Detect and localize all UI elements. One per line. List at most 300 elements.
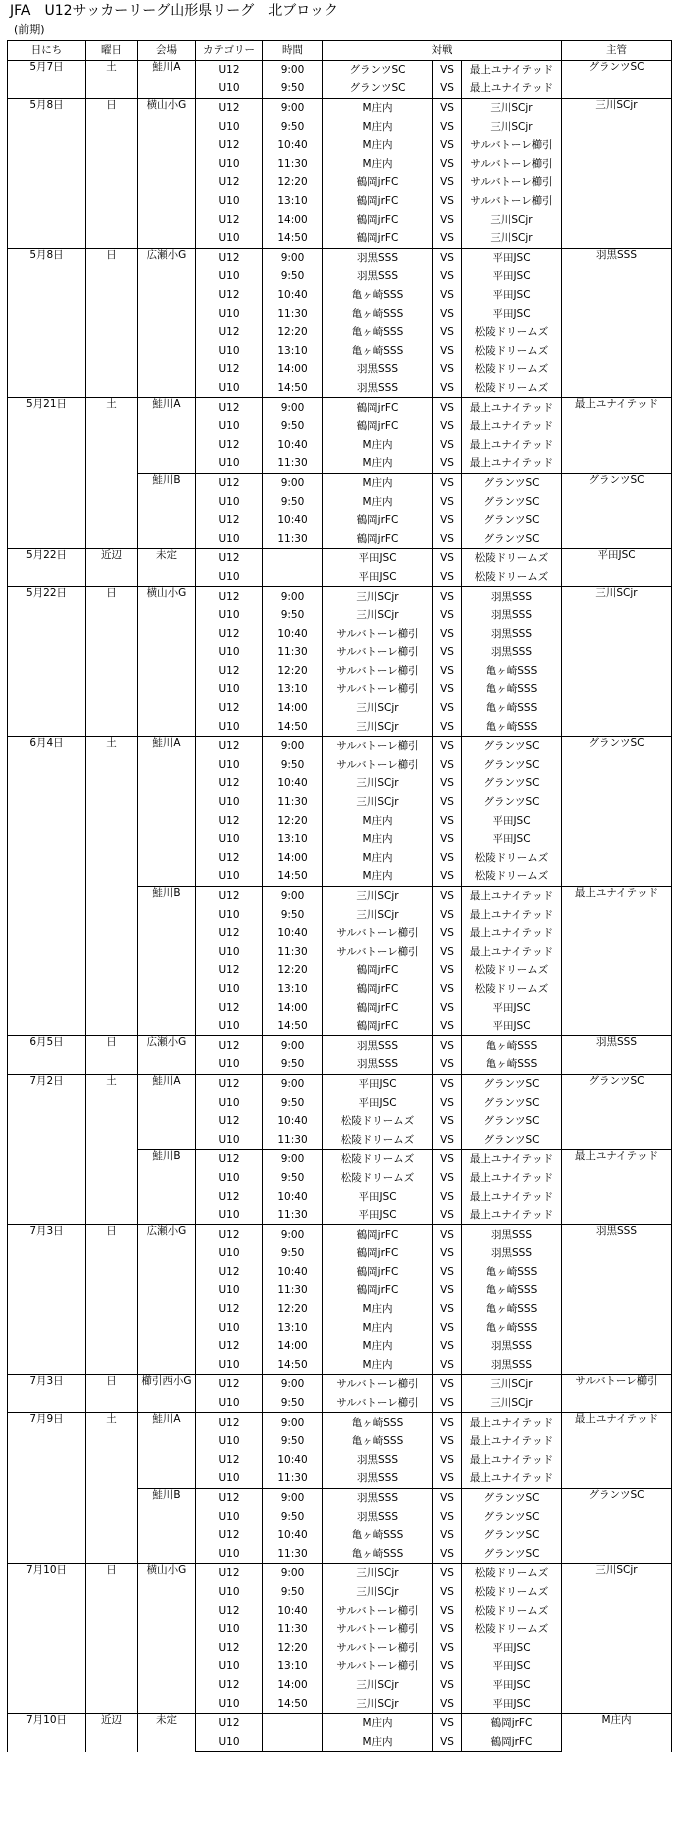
home-team-cell: 羽黒SSS	[323, 379, 433, 398]
home-team-cell: M庄内	[323, 155, 433, 174]
vs-cell: VS	[433, 379, 462, 398]
time-cell: 9:50	[263, 492, 323, 511]
vs-cell: VS	[433, 1583, 462, 1602]
away-team-cell: グランツSC	[462, 529, 562, 548]
away-team-cell: 亀ヶ崎SSS	[462, 699, 562, 718]
vs-cell: VS	[433, 1638, 462, 1657]
away-team-cell: グランツSC	[462, 1074, 562, 1093]
home-team-cell: M庄内	[323, 1713, 433, 1732]
category-cell: U12	[196, 1488, 263, 1507]
home-team-cell: M庄内	[323, 117, 433, 136]
away-team-cell: 亀ヶ崎SSS	[462, 1281, 562, 1300]
category-cell: U12	[196, 398, 263, 417]
home-team-cell: 三川SCjr	[323, 587, 433, 606]
vs-cell: VS	[433, 1488, 462, 1507]
category-cell: U10	[196, 529, 263, 548]
away-team-cell: 松陵ドリームズ	[462, 867, 562, 886]
time-cell: 10:40	[263, 136, 323, 155]
host-cell: 羽黒SSS	[562, 1225, 672, 1375]
vs-cell: VS	[433, 1620, 462, 1639]
time-cell: 10:40	[263, 1601, 323, 1620]
home-team-cell: 亀ヶ崎SSS	[323, 342, 433, 361]
table-row	[8, 60, 672, 79]
vs-cell: VS	[433, 1375, 462, 1394]
category-cell: U10	[196, 1130, 263, 1149]
time-cell: 13:10	[263, 342, 323, 361]
away-team-cell: 三川SCjr	[462, 229, 562, 248]
away-team-cell: サルバトーレ櫛引	[462, 192, 562, 211]
away-team-cell: 松陵ドリームズ	[462, 549, 562, 568]
category-cell: U10	[196, 342, 263, 361]
category-cell: U12	[196, 1638, 263, 1657]
category-cell: U12	[196, 323, 263, 342]
vs-cell: VS	[433, 1713, 462, 1732]
host-cell: 最上ユナイテッド	[562, 1150, 672, 1225]
home-team-cell: 羽黒SSS	[323, 267, 433, 286]
table-row	[8, 248, 672, 267]
away-team-cell: 松陵ドリームズ	[462, 1620, 562, 1639]
time-cell: 9:50	[263, 606, 323, 625]
table-row	[8, 1074, 672, 1093]
vs-cell: VS	[433, 998, 462, 1017]
home-team-cell: 亀ヶ崎SSS	[323, 1413, 433, 1432]
vs-cell: VS	[433, 210, 462, 229]
time-cell: 10:40	[263, 1263, 323, 1282]
time-cell: 11:30	[263, 793, 323, 812]
time-cell: 9:50	[263, 1583, 323, 1602]
vs-cell: VS	[433, 398, 462, 417]
time-cell	[263, 1732, 323, 1751]
time-cell: 11:30	[263, 454, 323, 473]
category-cell: U12	[196, 1337, 263, 1356]
away-team-cell: グランツSC	[462, 1526, 562, 1545]
home-team-cell: 羽黒SSS	[323, 248, 433, 267]
vs-cell: VS	[433, 1469, 462, 1488]
vs-cell: VS	[433, 1526, 462, 1545]
table-row	[8, 1036, 672, 1055]
time-cell: 10:40	[263, 924, 323, 943]
home-team-cell: 松陵ドリームズ	[323, 1150, 433, 1169]
away-team-cell: 最上ユナイテッド	[462, 886, 562, 905]
host-cell: サルバトーレ櫛引	[562, 1375, 672, 1413]
home-team-cell: 鶴岡jrFC	[323, 1225, 433, 1244]
away-team-cell: 鶴岡jrFC	[462, 1732, 562, 1751]
home-team-cell: サルバトーレ櫛引	[323, 924, 433, 943]
date-cell: 7月2日	[8, 1074, 86, 1225]
home-team-cell: M庄内	[323, 1300, 433, 1319]
home-team-cell: M庄内	[323, 830, 433, 849]
category-cell: U10	[196, 568, 263, 587]
away-team-cell: 三川SCjr	[462, 1375, 562, 1394]
away-team-cell: 平田JSC	[462, 1657, 562, 1676]
category-cell: U12	[196, 511, 263, 530]
time-cell: 10:40	[263, 286, 323, 305]
day-cell: 日	[86, 1225, 138, 1375]
home-team-cell: M庄内	[323, 454, 433, 473]
time-cell: 9:50	[263, 417, 323, 436]
vs-cell: VS	[433, 699, 462, 718]
date-cell: 5月7日	[8, 60, 86, 98]
time-cell: 11:30	[263, 643, 323, 662]
vs-cell: VS	[433, 1055, 462, 1074]
category-cell: U12	[196, 473, 263, 492]
time-cell: 9:50	[263, 1055, 323, 1074]
category-cell: U10	[196, 1732, 263, 1751]
host-cell: グランツSC	[562, 60, 672, 98]
time-cell: 14:00	[263, 210, 323, 229]
time-cell: 14:00	[263, 699, 323, 718]
home-team-cell: 松陵ドリームズ	[323, 1130, 433, 1149]
time-cell: 10:40	[263, 511, 323, 530]
time-cell: 11:30	[263, 1469, 323, 1488]
vs-cell: VS	[433, 342, 462, 361]
time-cell: 13:10	[263, 192, 323, 211]
home-team-cell: 三川SCjr	[323, 1564, 433, 1583]
date-cell: 7月10日	[8, 1713, 86, 1751]
home-team-cell: 鶴岡jrFC	[323, 192, 433, 211]
home-team-cell: 三川SCjr	[323, 905, 433, 924]
category-cell: U12	[196, 1225, 263, 1244]
time-cell: 9:00	[263, 1564, 323, 1583]
time-cell: 10:40	[263, 1187, 323, 1206]
time-cell: 11:30	[263, 1545, 323, 1564]
vs-cell: VS	[433, 60, 462, 79]
vs-cell: VS	[433, 1732, 462, 1751]
time-cell: 10:40	[263, 1526, 323, 1545]
vs-cell: VS	[433, 1451, 462, 1470]
category-cell: U10	[196, 756, 263, 775]
date-cell: 6月5日	[8, 1036, 86, 1074]
day-cell: 日	[86, 1564, 138, 1714]
vs-cell: VS	[433, 267, 462, 286]
away-team-cell: 亀ヶ崎SSS	[462, 1055, 562, 1074]
vs-cell: VS	[433, 587, 462, 606]
vs-cell: VS	[433, 867, 462, 886]
home-team-cell: 羽黒SSS	[323, 1507, 433, 1526]
vs-cell: VS	[433, 980, 462, 999]
day-cell: 土	[86, 1413, 138, 1564]
vs-cell: VS	[433, 1413, 462, 1432]
vs-cell: VS	[433, 417, 462, 436]
vs-cell: VS	[433, 1112, 462, 1131]
away-team-cell: グランツSC	[462, 473, 562, 492]
category-cell: U10	[196, 155, 263, 174]
time-cell: 14:50	[263, 379, 323, 398]
vs-cell: VS	[433, 549, 462, 568]
home-team-cell: M庄内	[323, 435, 433, 454]
venue-cell: 鮭川A	[138, 1413, 196, 1488]
category-cell: U12	[196, 360, 263, 379]
host-cell: グランツSC	[562, 1488, 672, 1563]
vs-cell: VS	[433, 1318, 462, 1337]
venue-cell: 櫛引西小G	[138, 1375, 196, 1413]
home-team-cell: 亀ヶ崎SSS	[323, 1432, 433, 1451]
category-cell: U10	[196, 1356, 263, 1375]
vs-cell: VS	[433, 1694, 462, 1713]
vs-cell: VS	[433, 1545, 462, 1564]
home-team-cell: M庄内	[323, 1356, 433, 1375]
time-cell: 9:50	[263, 756, 323, 775]
away-team-cell: 亀ヶ崎SSS	[462, 1263, 562, 1282]
venue-cell: 横山小G	[138, 587, 196, 737]
home-team-cell: 三川SCjr	[323, 1676, 433, 1695]
time-cell: 9:00	[263, 1488, 323, 1507]
venue-cell: 鮭川B	[138, 1150, 196, 1225]
home-team-cell: 平田JSC	[323, 1093, 433, 1112]
time-cell: 9:50	[263, 1507, 323, 1526]
category-cell: U12	[196, 961, 263, 980]
time-cell: 11:30	[263, 1206, 323, 1225]
vs-cell: VS	[433, 1337, 462, 1356]
table-row	[8, 1564, 672, 1583]
time-cell: 12:20	[263, 323, 323, 342]
away-team-cell: 亀ヶ崎SSS	[462, 1300, 562, 1319]
venue-cell: 未定	[138, 549, 196, 587]
time-cell: 14:50	[263, 1017, 323, 1036]
time-cell: 10:40	[263, 435, 323, 454]
category-cell: U12	[196, 136, 263, 155]
vs-cell: VS	[433, 905, 462, 924]
vs-cell: VS	[433, 1187, 462, 1206]
home-team-cell: 鶴岡jrFC	[323, 1244, 433, 1263]
time-cell: 9:50	[263, 1093, 323, 1112]
category-cell: U10	[196, 304, 263, 323]
home-team-cell: サルバトーレ櫛引	[323, 1657, 433, 1676]
venue-cell: 横山小G	[138, 1564, 196, 1714]
time-cell: 14:00	[263, 998, 323, 1017]
time-cell: 9:00	[263, 1413, 323, 1432]
venue-cell: 鮭川B	[138, 1488, 196, 1563]
category-cell: U12	[196, 924, 263, 943]
time-cell: 12:20	[263, 1300, 323, 1319]
category-cell: U12	[196, 210, 263, 229]
time-cell: 12:20	[263, 662, 323, 681]
time-cell: 9:00	[263, 1225, 323, 1244]
category-cell: U10	[196, 1055, 263, 1074]
home-team-cell: サルバトーレ櫛引	[323, 624, 433, 643]
home-team-cell: M庄内	[323, 1318, 433, 1337]
header-date: 日にち	[8, 41, 86, 61]
category-cell: U10	[196, 1545, 263, 1564]
vs-cell: VS	[433, 1093, 462, 1112]
category-cell: U12	[196, 1713, 263, 1732]
time-cell: 12:20	[263, 961, 323, 980]
category-cell: U10	[196, 793, 263, 812]
home-team-cell: 三川SCjr	[323, 1583, 433, 1602]
home-team-cell: 鶴岡jrFC	[323, 961, 433, 980]
category-cell: U12	[196, 286, 263, 305]
away-team-cell: 松陵ドリームズ	[462, 1583, 562, 1602]
away-team-cell: 平田JSC	[462, 267, 562, 286]
venue-cell: 鮭川A	[138, 1074, 196, 1149]
away-team-cell: グランツSC	[462, 1507, 562, 1526]
vs-cell: VS	[433, 943, 462, 962]
host-cell: グランツSC	[562, 1074, 672, 1149]
away-team-cell: 鶴岡jrFC	[462, 1713, 562, 1732]
category-cell: U10	[196, 1583, 263, 1602]
venue-cell: 広瀬小G	[138, 248, 196, 398]
vs-cell: VS	[433, 323, 462, 342]
category-cell: U10	[196, 79, 263, 98]
away-team-cell: サルバトーレ櫛引	[462, 136, 562, 155]
away-team-cell: グランツSC	[462, 774, 562, 793]
host-cell: 最上ユナイテッド	[562, 398, 672, 473]
away-team-cell: 平田JSC	[462, 1694, 562, 1713]
schedule-body	[8, 60, 672, 1751]
vs-cell: VS	[433, 304, 462, 323]
home-team-cell: M庄内	[323, 1732, 433, 1751]
away-team-cell: 最上ユナイテッド	[462, 905, 562, 924]
time-cell: 10:40	[263, 1112, 323, 1131]
time-cell: 14:50	[263, 717, 323, 736]
home-team-cell: 鶴岡jrFC	[323, 173, 433, 192]
header-time: 時間	[263, 41, 323, 61]
time-cell: 9:50	[263, 1432, 323, 1451]
category-cell: U12	[196, 662, 263, 681]
home-team-cell: サルバトーレ櫛引	[323, 643, 433, 662]
time-cell	[263, 1713, 323, 1732]
venue-cell: 鮭川A	[138, 60, 196, 98]
home-team-cell: グランツSC	[323, 60, 433, 79]
category-cell: U12	[196, 1451, 263, 1470]
venue-cell: 鮭川B	[138, 886, 196, 1036]
category-cell: U10	[196, 1620, 263, 1639]
home-team-cell: 鶴岡jrFC	[323, 417, 433, 436]
vs-cell: VS	[433, 1036, 462, 1055]
away-team-cell: 最上ユナイテッド	[462, 1451, 562, 1470]
vs-cell: VS	[433, 568, 462, 587]
time-cell: 11:30	[263, 1130, 323, 1149]
time-cell: 14:00	[263, 849, 323, 868]
away-team-cell: 三川SCjr	[462, 210, 562, 229]
category-cell: U12	[196, 811, 263, 830]
home-team-cell: M庄内	[323, 849, 433, 868]
time-cell: 12:20	[263, 173, 323, 192]
away-team-cell: 羽黒SSS	[462, 587, 562, 606]
away-team-cell: 松陵ドリームズ	[462, 360, 562, 379]
vs-cell: VS	[433, 1300, 462, 1319]
venue-cell: 鮭川A	[138, 736, 196, 886]
away-team-cell: 松陵ドリームズ	[462, 849, 562, 868]
category-cell: U12	[196, 886, 263, 905]
time-cell: 9:00	[263, 1375, 323, 1394]
category-cell: U10	[196, 1694, 263, 1713]
vs-cell: VS	[433, 473, 462, 492]
category-cell: U12	[196, 248, 263, 267]
time-cell: 9:00	[263, 587, 323, 606]
away-team-cell: 最上ユナイテッド	[462, 398, 562, 417]
time-cell: 14:00	[263, 1676, 323, 1695]
time-cell: 9:00	[263, 1036, 323, 1055]
category-cell: U10	[196, 867, 263, 886]
date-cell: 7月3日	[8, 1225, 86, 1375]
category-cell: U12	[196, 699, 263, 718]
time-cell: 14:50	[263, 229, 323, 248]
vs-cell: VS	[433, 1074, 462, 1093]
home-team-cell: 鶴岡jrFC	[323, 1017, 433, 1036]
category-cell: U12	[196, 1601, 263, 1620]
time-cell: 9:50	[263, 1394, 323, 1413]
away-team-cell: 平田JSC	[462, 1017, 562, 1036]
home-team-cell: 三川SCjr	[323, 699, 433, 718]
away-team-cell: 平田JSC	[462, 286, 562, 305]
page-subtitle: (前期)	[14, 23, 45, 36]
home-team-cell: 亀ヶ崎SSS	[323, 323, 433, 342]
time-cell: 14:50	[263, 1356, 323, 1375]
category-cell: U12	[196, 435, 263, 454]
vs-cell: VS	[433, 924, 462, 943]
vs-cell: VS	[433, 680, 462, 699]
away-team-cell: 松陵ドリームズ	[462, 342, 562, 361]
vs-cell: VS	[433, 1281, 462, 1300]
time-cell: 11:30	[263, 943, 323, 962]
category-cell: U10	[196, 267, 263, 286]
header-host: 主管	[562, 41, 672, 61]
category-cell: U10	[196, 980, 263, 999]
time-cell: 14:50	[263, 1694, 323, 1713]
table-row	[8, 587, 672, 606]
host-cell: グランツSC	[562, 736, 672, 886]
vs-cell: VS	[433, 961, 462, 980]
home-team-cell: M庄内	[323, 1337, 433, 1356]
away-team-cell: 亀ヶ崎SSS	[462, 680, 562, 699]
category-cell: U12	[196, 849, 263, 868]
home-team-cell: 三川SCjr	[323, 886, 433, 905]
category-cell: U10	[196, 1657, 263, 1676]
time-cell: 9:00	[263, 473, 323, 492]
home-team-cell: 羽黒SSS	[323, 360, 433, 379]
category-cell: U10	[196, 905, 263, 924]
day-cell: 日	[86, 1036, 138, 1074]
time-cell: 9:50	[263, 905, 323, 924]
vs-cell: VS	[433, 1657, 462, 1676]
date-cell: 5月22日	[8, 587, 86, 737]
category-cell: U10	[196, 492, 263, 511]
away-team-cell: 最上ユナイテッド	[462, 943, 562, 962]
vs-cell: VS	[433, 1263, 462, 1282]
home-team-cell: M庄内	[323, 98, 433, 117]
home-team-cell: サルバトーレ櫛引	[323, 662, 433, 681]
away-team-cell: 亀ヶ崎SSS	[462, 1036, 562, 1055]
vs-cell: VS	[433, 192, 462, 211]
away-team-cell: 羽黒SSS	[462, 624, 562, 643]
time-cell: 9:50	[263, 1244, 323, 1263]
category-cell: U10	[196, 454, 263, 473]
vs-cell: VS	[433, 360, 462, 379]
away-team-cell: 最上ユナイテッド	[462, 417, 562, 436]
home-team-cell: 松陵ドリームズ	[323, 1169, 433, 1188]
away-team-cell: 平田JSC	[462, 811, 562, 830]
home-team-cell: 亀ヶ崎SSS	[323, 1545, 433, 1564]
home-team-cell: 平田JSC	[323, 1187, 433, 1206]
category-cell: U10	[196, 417, 263, 436]
table-row	[8, 736, 672, 755]
home-team-cell: 松陵ドリームズ	[323, 1112, 433, 1131]
vs-cell: VS	[433, 1130, 462, 1149]
header-matchup: 対戦	[323, 41, 562, 61]
vs-cell: VS	[433, 1225, 462, 1244]
vs-cell: VS	[433, 117, 462, 136]
vs-cell: VS	[433, 1507, 462, 1526]
category-cell: U10	[196, 192, 263, 211]
host-cell: 羽黒SSS	[562, 248, 672, 398]
home-team-cell: M庄内	[323, 473, 433, 492]
time-cell: 13:10	[263, 680, 323, 699]
away-team-cell: 三川SCjr	[462, 1394, 562, 1413]
venue-cell: 未定	[138, 1713, 196, 1751]
away-team-cell: グランツSC	[462, 1488, 562, 1507]
category-cell: U12	[196, 1150, 263, 1169]
